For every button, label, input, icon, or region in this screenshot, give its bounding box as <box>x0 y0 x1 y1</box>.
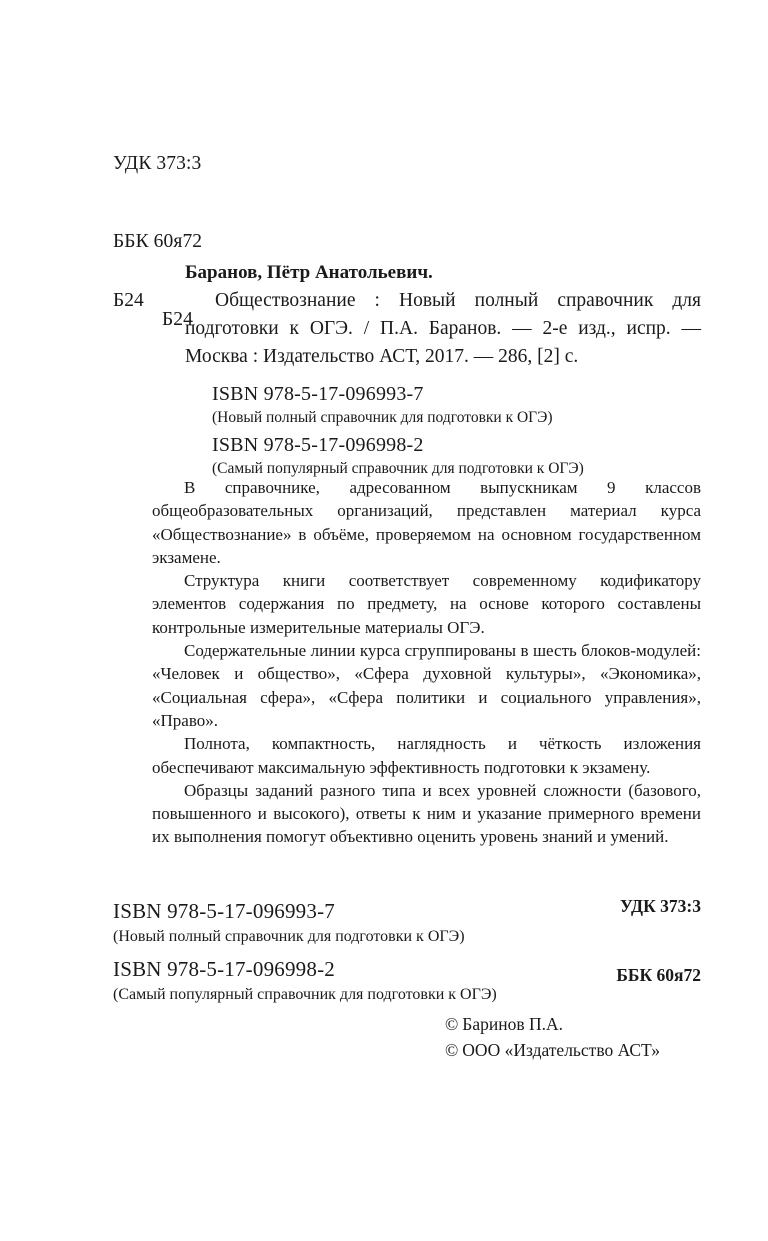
annotation-paragraph: Структура книги соответствует современному кодификатору элементов содержания по предмету, на основе которого составлены контрольные измерительные материалы ОГЭ. <box>152 571 701 637</box>
isbn-series-title: (Новый полный справочник для подготовки к ОГЭ) <box>212 409 553 426</box>
bbk-code-bottom: ББК 60я72 <box>616 965 701 985</box>
record-body <box>113 287 701 371</box>
annotation-paragraph: В справочнике, адресованном выпускникам 9 классов общеобразовательных организаций, представлен материал курса «Обществознание» в объёме, проверяемом на основном государственном экзамене. <box>152 478 701 567</box>
isbn-block-bottom <box>113 898 497 1006</box>
isbn-entry <box>113 898 497 948</box>
isbn-number: ISBN 978-5-17-096998-2 <box>212 434 424 456</box>
classification-codes-bottom <box>616 849 701 1033</box>
annotation-paragraph: Образцы заданий разного типа и всех уровней сложности (базового, повышенного и высокого), ответы к ним и указание примерного времени их выполнения помогут объективно оценить уровень знаний и умений. <box>152 780 701 847</box>
isbn-number: ISBN 978-5-17-096993-7 <box>113 899 335 923</box>
bibliographic-record <box>113 260 701 371</box>
record-author: Баранов, Пётр Анатольевич. <box>185 262 433 283</box>
isbn-number: ISBN 978-5-17-096993-7 <box>212 383 424 405</box>
isbn-series-title: (Самый популярный справочник для подготовки к ОГЭ) <box>212 460 584 477</box>
copyright-author: Баринов П.А. <box>462 1014 564 1034</box>
copyright-icon: © <box>445 1040 459 1060</box>
isbn-series-title: (Новый полный справочник для подготовки к ОГЭ) <box>113 928 465 945</box>
isbn-entry <box>212 432 584 480</box>
copyright-author-line <box>445 1011 660 1037</box>
record-description: Обществознание : Новый полный справочник для подготовки к ОГЭ. / П.А. Баранов. — 2-е изд., испр. — Москва : Издательство АСТ, 2017. — 286, [2] с. <box>185 290 701 367</box>
annotation-paragraph: Полнота, компактность, наглядность и чёткость изложения обеспечивают максимальную эффективность подготовки к экзамену. <box>152 734 701 777</box>
isbn-series-title: (Самый популярный справочник для подготовки к ОГЭ) <box>113 986 497 1003</box>
copyright-publisher-line <box>445 1037 660 1063</box>
record-sigla: Б24 <box>113 290 144 311</box>
isbn-number: ISBN 978-5-17-096998-2 <box>113 957 335 981</box>
copyright-block <box>445 1011 660 1063</box>
copyright-icon: © <box>445 1014 459 1034</box>
isbn-entry <box>212 381 584 429</box>
udc-code-bottom: УДК 373:3 <box>619 896 701 916</box>
isbn-entry <box>113 956 497 1006</box>
isbn-block-inner <box>212 381 584 483</box>
udc-code-top: УДК 373:3 <box>113 153 202 174</box>
bbk-code-top: ББК 60я72 <box>113 231 203 252</box>
copyright-publisher: ООО «Издательство АСТ» <box>462 1040 661 1060</box>
annotation-paragraph: Содержательные линии курса сгруппированы в шесть блоков-модулей: «Человек и общество», «Сфера духовной культуры», «Экономика», «Социальная сфера», «Сфера политики и социального управления», «Право». <box>152 641 701 730</box>
author-sigla-top: Б24 <box>162 309 193 330</box>
annotation-text <box>152 476 701 849</box>
